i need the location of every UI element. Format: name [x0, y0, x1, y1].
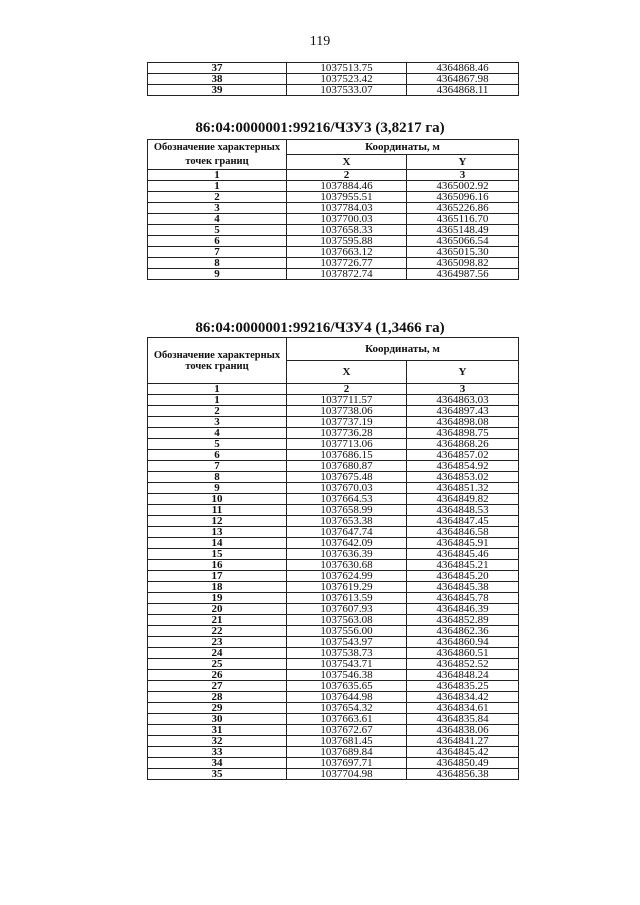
zone3-coordinates-table: [147, 139, 519, 280]
x-coordinate-cell: 1037884.46: [287, 181, 407, 192]
y-coordinate-cell: 4364845.20: [407, 571, 519, 582]
table-body: [148, 395, 519, 780]
table-row: [148, 192, 519, 203]
y-coordinate-cell: 4364845.38: [407, 582, 519, 593]
column-number-2: 2: [287, 170, 407, 181]
point-number-cell: 33: [148, 747, 287, 758]
coordinates-table-continued: [147, 62, 519, 96]
x-coordinate-cell: 1037563.08: [287, 615, 407, 626]
column-number-1: 1: [148, 384, 287, 395]
x-coordinate-cell: 1037523.42: [287, 74, 407, 85]
point-number-cell: 37: [148, 63, 287, 74]
y-coordinate-cell: 4365002.92: [407, 181, 519, 192]
table-row: [148, 637, 519, 648]
table-row: [148, 269, 519, 280]
y-coordinate-cell: 4364856.38: [407, 769, 519, 780]
table-row: [148, 747, 519, 758]
table-header: [148, 338, 519, 395]
x-coordinate-cell: 1037686.15: [287, 450, 407, 461]
point-number-cell: 29: [148, 703, 287, 714]
point-number-cell: 11: [148, 505, 287, 516]
y-coordinate-cell: 4365148.49: [407, 225, 519, 236]
coordinates-header: Координаты, м: [287, 140, 519, 155]
point-number-cell: 2: [148, 192, 287, 203]
point-number-cell: 9: [148, 483, 287, 494]
x-coordinate-cell: 1037784.03: [287, 203, 407, 214]
table-row: [148, 736, 519, 747]
x-coordinate-cell: 1037654.32: [287, 703, 407, 714]
x-coordinate-cell: 1037680.87: [287, 461, 407, 472]
y-coordinate-cell: 4364846.39: [407, 604, 519, 615]
table-row: [148, 538, 519, 549]
point-number-cell: 27: [148, 681, 287, 692]
x-coordinate-cell: 1037624.99: [287, 571, 407, 582]
table-row: [148, 615, 519, 626]
point-number-cell: 5: [148, 439, 287, 450]
table-body: [148, 63, 519, 96]
x-coordinate-cell: 1037700.03: [287, 214, 407, 225]
table-row: [148, 758, 519, 769]
point-number-cell: 9: [148, 269, 287, 280]
table-row: [148, 417, 519, 428]
table-row: [148, 225, 519, 236]
x-coordinate-cell: 1037713.06: [287, 439, 407, 450]
y-coordinate-cell: 4364835.25: [407, 681, 519, 692]
x-coordinate-cell: 1037647.74: [287, 527, 407, 538]
zone3-title: 86:04:0000001:99216/ЧЗУ3 (3,8217 га): [195, 120, 445, 136]
y-coordinate-cell: 4364835.84: [407, 714, 519, 725]
column-number-2: 2: [287, 384, 407, 395]
x-coordinate-cell: 1037653.38: [287, 516, 407, 527]
y-coordinate-cell: 4364850.49: [407, 758, 519, 769]
x-coordinate-cell: 1037642.09: [287, 538, 407, 549]
x-coordinate-cell: 1037663.61: [287, 714, 407, 725]
y-coordinate-cell: 4364987.56: [407, 269, 519, 280]
y-header: Y: [407, 361, 519, 384]
x-coordinate-cell: 1037636.39: [287, 549, 407, 560]
table-row: [148, 203, 519, 214]
table-row: [148, 692, 519, 703]
point-number-cell: 20: [148, 604, 287, 615]
y-coordinate-cell: 4364862.36: [407, 626, 519, 637]
x-coordinate-cell: 1037595.88: [287, 236, 407, 247]
x-coordinate-cell: 1037533.07: [287, 85, 407, 96]
table-row: [148, 604, 519, 615]
table-row: [148, 659, 519, 670]
table-row: [148, 703, 519, 714]
y-coordinate-cell: 4364854.92: [407, 461, 519, 472]
x-coordinate-cell: 1037704.98: [287, 769, 407, 780]
x-header: X: [287, 155, 407, 170]
x-coordinate-cell: 1037726.77: [287, 258, 407, 269]
y-coordinate-cell: 4364847.45: [407, 516, 519, 527]
table-row: [148, 769, 519, 780]
point-number-cell: 19: [148, 593, 287, 604]
point-number-cell: 21: [148, 615, 287, 626]
table-row: [148, 681, 519, 692]
y-coordinate-cell: 4364845.91: [407, 538, 519, 549]
designation-header: Обозначение характерных точек границ: [148, 338, 287, 384]
point-number-cell: 7: [148, 247, 287, 258]
point-number-cell: 8: [148, 258, 287, 269]
point-number-cell: 15: [148, 549, 287, 560]
x-coordinate-cell: 1037619.29: [287, 582, 407, 593]
zone4-coordinates-table: [147, 337, 519, 780]
table-row: [148, 725, 519, 736]
x-coordinate-cell: 1037543.71: [287, 659, 407, 670]
x-coordinate-cell: 1037658.99: [287, 505, 407, 516]
point-number-cell: 24: [148, 648, 287, 659]
y-coordinate-cell: 4364860.51: [407, 648, 519, 659]
y-header: Y: [407, 155, 519, 170]
x-coordinate-cell: 1037658.33: [287, 225, 407, 236]
point-number-cell: 4: [148, 428, 287, 439]
y-coordinate-cell: 4364853.02: [407, 472, 519, 483]
x-coordinate-cell: 1037538.73: [287, 648, 407, 659]
x-coordinate-cell: 1037681.45: [287, 736, 407, 747]
y-coordinate-cell: 4364845.21: [407, 560, 519, 571]
point-number-cell: 23: [148, 637, 287, 648]
table-body: [148, 181, 519, 280]
point-number-cell: 16: [148, 560, 287, 571]
y-coordinate-cell: 4364868.26: [407, 439, 519, 450]
y-coordinate-cell: 4364868.11: [407, 85, 519, 96]
y-coordinate-cell: 4364849.82: [407, 494, 519, 505]
table-row: [148, 63, 519, 74]
x-coordinate-cell: 1037513.75: [287, 63, 407, 74]
point-number-cell: 5: [148, 225, 287, 236]
point-number-cell: 38: [148, 74, 287, 85]
y-coordinate-cell: 4364868.46: [407, 63, 519, 74]
y-coordinate-cell: 4364845.78: [407, 593, 519, 604]
table-row: [148, 670, 519, 681]
y-coordinate-cell: 4364852.89: [407, 615, 519, 626]
x-header: X: [287, 361, 407, 384]
table-row: [148, 472, 519, 483]
x-coordinate-cell: 1037613.59: [287, 593, 407, 604]
x-coordinate-cell: 1037670.03: [287, 483, 407, 494]
table-row: [148, 527, 519, 538]
y-coordinate-cell: 4365098.82: [407, 258, 519, 269]
y-coordinate-cell: 4364857.02: [407, 450, 519, 461]
y-coordinate-cell: 4364867.98: [407, 74, 519, 85]
x-coordinate-cell: 1037689.84: [287, 747, 407, 758]
table-row: [148, 549, 519, 560]
y-coordinate-cell: 4364838.06: [407, 725, 519, 736]
y-coordinate-cell: 4365116.70: [407, 214, 519, 225]
x-coordinate-cell: 1037955.51: [287, 192, 407, 203]
table-row: [148, 516, 519, 527]
table-row: [148, 428, 519, 439]
table-row: [148, 439, 519, 450]
y-coordinate-cell: 4365226.86: [407, 203, 519, 214]
point-number-cell: 13: [148, 527, 287, 538]
x-coordinate-cell: 1037664.53: [287, 494, 407, 505]
y-coordinate-cell: 4364845.46: [407, 549, 519, 560]
table-row: [148, 648, 519, 659]
point-number-cell: 17: [148, 571, 287, 582]
table-row: [148, 461, 519, 472]
point-number-cell: 26: [148, 670, 287, 681]
point-number-cell: 6: [148, 450, 287, 461]
point-number-cell: 28: [148, 692, 287, 703]
point-number-cell: 2: [148, 406, 287, 417]
table-row: [148, 593, 519, 604]
coordinates-header: Координаты, м: [287, 338, 519, 361]
y-coordinate-cell: 4365066.54: [407, 236, 519, 247]
column-number-3: 3: [407, 170, 519, 181]
point-number-cell: 1: [148, 395, 287, 406]
y-coordinate-cell: 4364860.94: [407, 637, 519, 648]
table-row: [148, 258, 519, 269]
y-coordinate-cell: 4364841.27: [407, 736, 519, 747]
y-coordinate-cell: 4364898.08: [407, 417, 519, 428]
table-row: [148, 247, 519, 258]
table-row: [148, 395, 519, 406]
table-row: [148, 505, 519, 516]
x-coordinate-cell: 1037630.68: [287, 560, 407, 571]
point-number-cell: 34: [148, 758, 287, 769]
point-number-cell: 12: [148, 516, 287, 527]
y-coordinate-cell: 4364848.53: [407, 505, 519, 516]
point-number-cell: 35: [148, 769, 287, 780]
y-coordinate-cell: 4364851.32: [407, 483, 519, 494]
point-number-cell: 32: [148, 736, 287, 747]
point-number-cell: 6: [148, 236, 287, 247]
x-coordinate-cell: 1037736.28: [287, 428, 407, 439]
page-number: 119: [309, 34, 331, 49]
table-row: [148, 483, 519, 494]
point-number-cell: 10: [148, 494, 287, 505]
y-coordinate-cell: 4365015.30: [407, 247, 519, 258]
table-row: [148, 582, 519, 593]
point-number-cell: 3: [148, 417, 287, 428]
designation-header: Обозначение характерных точек границ: [148, 140, 287, 170]
column-number-3: 3: [407, 384, 519, 395]
table-row: [148, 181, 519, 192]
x-coordinate-cell: 1037556.00: [287, 626, 407, 637]
y-coordinate-cell: 4364848.24: [407, 670, 519, 681]
x-coordinate-cell: 1037546.38: [287, 670, 407, 681]
x-coordinate-cell: 1037663.12: [287, 247, 407, 258]
zone4-title: 86:04:0000001:99216/ЧЗУ4 (1,3466 га): [195, 320, 445, 336]
point-number-cell: 8: [148, 472, 287, 483]
x-coordinate-cell: 1037607.93: [287, 604, 407, 615]
point-number-cell: 1: [148, 181, 287, 192]
table-row: [148, 560, 519, 571]
table-row: [148, 626, 519, 637]
point-number-cell: 3: [148, 203, 287, 214]
table-row: [148, 236, 519, 247]
point-number-cell: 22: [148, 626, 287, 637]
y-coordinate-cell: 4364846.58: [407, 527, 519, 538]
x-coordinate-cell: 1037675.48: [287, 472, 407, 483]
x-coordinate-cell: 1037872.74: [287, 269, 407, 280]
table-header: [148, 140, 519, 181]
point-number-cell: 31: [148, 725, 287, 736]
table-row: [148, 74, 519, 85]
y-coordinate-cell: 4364845.42: [407, 747, 519, 758]
x-coordinate-cell: 1037644.98: [287, 692, 407, 703]
x-coordinate-cell: 1037672.67: [287, 725, 407, 736]
y-coordinate-cell: 4364898.75: [407, 428, 519, 439]
point-number-cell: 30: [148, 714, 287, 725]
point-number-cell: 7: [148, 461, 287, 472]
table-row: [148, 571, 519, 582]
x-coordinate-cell: 1037697.71: [287, 758, 407, 769]
column-number-1: 1: [148, 170, 287, 181]
table-row: [148, 406, 519, 417]
table-row: [148, 85, 519, 96]
point-number-cell: 14: [148, 538, 287, 549]
y-coordinate-cell: 4364897.43: [407, 406, 519, 417]
y-coordinate-cell: 4364852.52: [407, 659, 519, 670]
table-row: [148, 714, 519, 725]
x-coordinate-cell: 1037635.65: [287, 681, 407, 692]
table-row: [148, 494, 519, 505]
point-number-cell: 39: [148, 85, 287, 96]
x-coordinate-cell: 1037738.06: [287, 406, 407, 417]
y-coordinate-cell: 4364863.03: [407, 395, 519, 406]
point-number-cell: 25: [148, 659, 287, 670]
y-coordinate-cell: 4364834.42: [407, 692, 519, 703]
x-coordinate-cell: 1037711.57: [287, 395, 407, 406]
y-coordinate-cell: 4365096.16: [407, 192, 519, 203]
x-coordinate-cell: 1037543.97: [287, 637, 407, 648]
y-coordinate-cell: 4364834.61: [407, 703, 519, 714]
point-number-cell: 4: [148, 214, 287, 225]
table-row: [148, 214, 519, 225]
point-number-cell: 18: [148, 582, 287, 593]
table-row: [148, 450, 519, 461]
x-coordinate-cell: 1037737.19: [287, 417, 407, 428]
